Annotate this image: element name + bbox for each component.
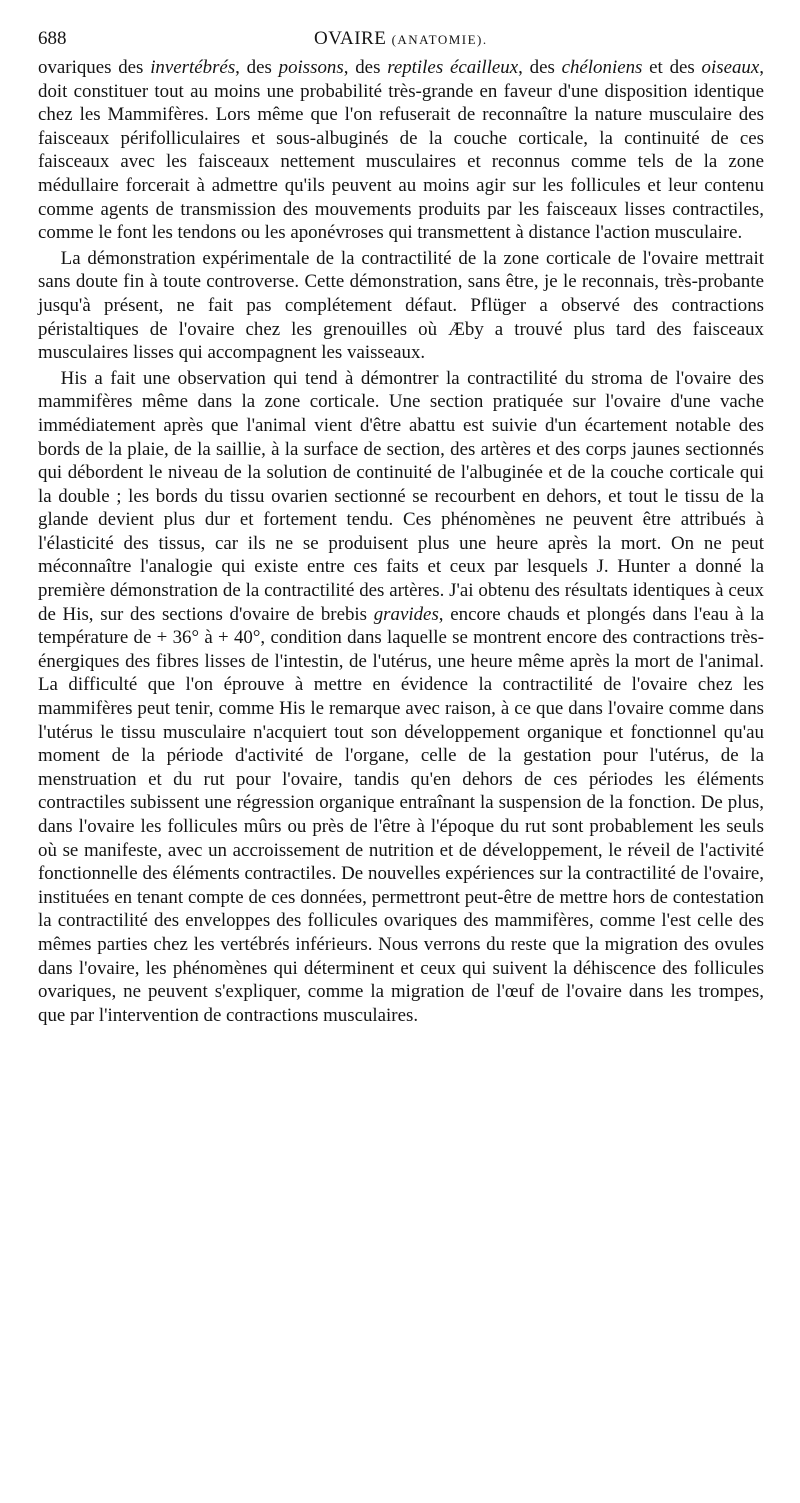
running-title-sub: (ANATOMIE). — [391, 32, 488, 47]
running-title-main: OVAIRE — [314, 28, 387, 49]
text-run: , encore chauds et plongés dans l'eau à la température de + 36° à + 40°, condition dans laquelle se montrent encore des contractions très-énergiques des fibres lisses de l'intestin, de l'utérus, une heure même après la mort de l'animal. La difficulté que l'on éprouve à mettre en évidence la contractilité de l'ovaire chez les mammifères peut tenir, comme His le remarque avec raison, à ce que dans l'ovaire comme dans l'utérus le tissu musculaire n'acquiert tout son développement organique et fonctionnel qu'au moment de la période d'activité de l'organe, celle de la gestation pour l'utérus, de la menstruation et du rut pour l'ovaire, tandis qu'en dehors de ces périodes les éléments contractiles subissent une régression organique entraînant la suspension de la fonction. De plus, dans l'ovaire les follicules mûrs ou près de l'être à l'époque du rut sont probablement les seuls où se manifeste, avec un accroissement de nutrition et de développement, le réveil de l'activité fonctionnelle des éléments contractiles. De nouvelles expériences sur la contractilité de l'ovaire, instituées en tenant compte de ces données, permettront peut-être de mettre hors de contestation la contractilité des enveloppes des follicules ovariques des mammifères, comme l'est celle des mêmes parties chez les vertébrés inférieurs. Nous verrons du reste que la migration des ovules dans l'ovaire, les phénomènes qui déterminent et ceux qui suivent la déhiscence des follicules ovariques, ne peuvent s'expliquer, comme la migration de l'œuf de l'ovaire dans les trompes, que par l'intervention de contractions musculaires. — [38, 603, 764, 1026]
paragraph-2 — [38, 247, 764, 365]
text-run: His a fait une observation qui tend à démontrer la contractilité du stroma de l'ovaire des mammifères même dans la zone corticale. Une section pratiquée sur l'ovaire d'une vache immédiatement après que l'animal vient d'être abattu est suivie d'un écartement notable des bords de la plaie, de la saillie, à la surface de section, des artères et des corps jaunes sectionnés qui débordent le niveau de la solution de continuité de l'albuginée et de la couche corticale qui la double ; les bords du tissu ovarien sectionné se recourbent en dehors, et tout le tissu de la glande devient plus dur et fortement tendu. Ces phénomènes ne peuvent être attribués à l'élasticité des tissus, car ils ne se produisent plus une heure après la mort. On ne peut méconnaître l'analogie qui existe entre ces faits et ceux par lesquels J. Hunter a donné la première démonstration de la contractilité des artères. J'ai obtenu des résultats identiques à ceux de His, sur des sections d'ovaire de brebis — [38, 367, 764, 625]
running-title — [314, 22, 488, 57]
text-run: , des — [518, 57, 562, 78]
text-run: , des — [235, 57, 279, 78]
text-run: , des — [343, 57, 388, 78]
page-number: 688 — [38, 28, 67, 49]
running-head — [38, 22, 764, 56]
italic-term: oiseaux — [701, 57, 760, 78]
italic-term: poissons — [278, 57, 344, 78]
paragraph-1 — [38, 56, 764, 245]
italic-term: chéloniens — [561, 57, 643, 78]
italic-term: gravides — [373, 603, 439, 625]
italic-term: reptiles écailleux — [387, 57, 519, 78]
document-page — [38, 22, 764, 1027]
italic-term: invertébrés — [150, 57, 236, 78]
text-run: , doit constituer tout au moins une probabilité très-grande en faveur d'une disposition identique chez les Mammifères. Lors même que l'on refuserait de reconnaître la nature musculaire des faisceaux périfolliculaires et sous-albuginés de la couche corticale, la continuité de ces faisceaux avec les faisceaux nettement musculaires et reconnus comme tels de la zone médullaire forcerait à admettre qu'ils peuvent au moins agir sur les follicules et leur contenu comme agents de transmission des mouvements produits par les faisceaux lisses contractiles, comme le font les tendons ou les aponévroses qui transmettent à distance l'action musculaire. — [38, 57, 764, 244]
text-run: ovariques des — [38, 57, 151, 78]
text-run: La démonstration expérimentale de la contractilité de la zone corticale de l'ovaire mettrait sans doute fin à toute controverse. Cette démonstration, sans être, je le reconnais, très-probante jusqu'à présent, ne fait pas complétement défaut. Pflüger a observé des contractions péristaltiques de l'ovaire chez les grenouilles où Æby a trouvé plus tard des faisceaux musculaires lisses qui accompagnent les vaisseaux. — [38, 247, 764, 364]
paragraph-3 — [38, 367, 764, 1028]
text-run: et des — [642, 57, 702, 78]
